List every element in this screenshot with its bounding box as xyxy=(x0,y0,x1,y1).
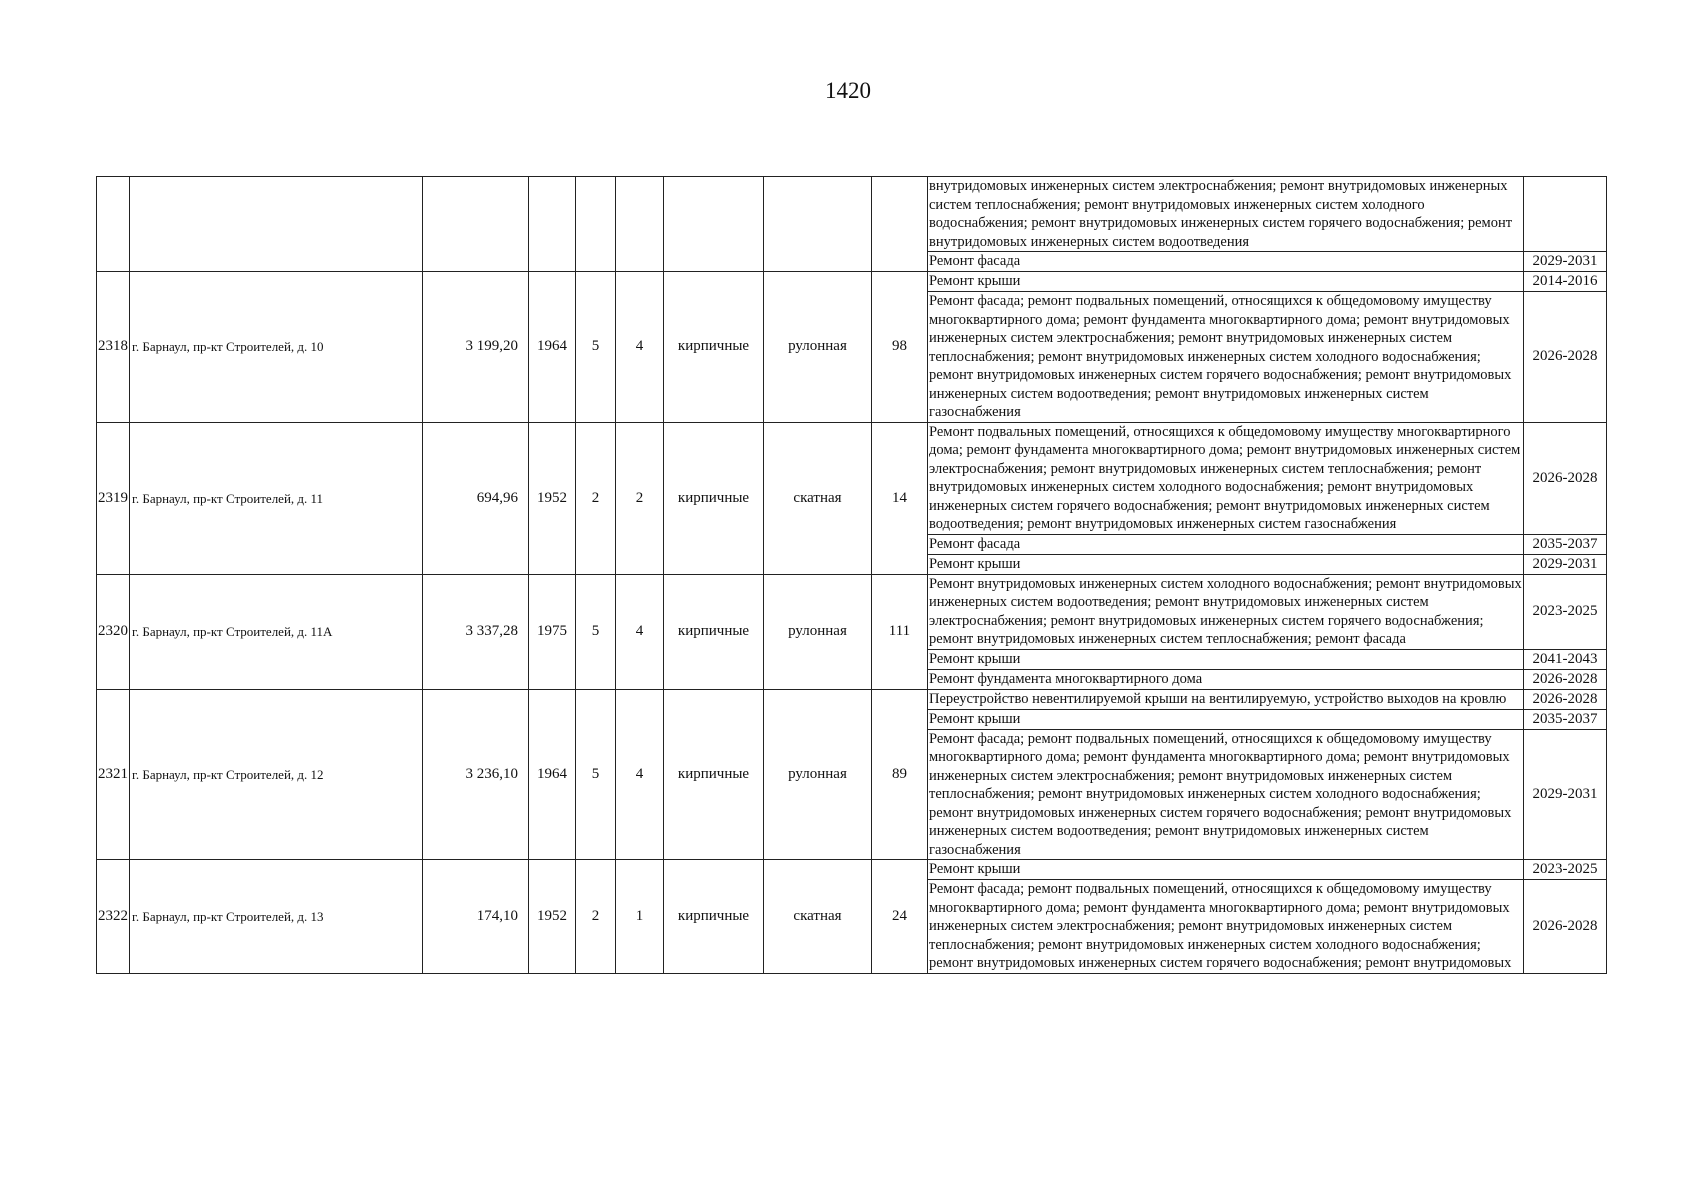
period-cell: 2026-2028 xyxy=(1524,669,1607,689)
works-cell: Ремонт фасада xyxy=(928,252,1524,272)
period-cell: 2029-2031 xyxy=(1524,252,1607,272)
continuation-area-cell xyxy=(423,177,529,272)
floors-cell: 5 xyxy=(576,574,616,689)
building-registry-table xyxy=(96,176,1607,974)
continuation-address-cell xyxy=(130,177,423,272)
row-number: 2320 xyxy=(97,574,130,689)
address-cell: г. Барнаул, пр-кт Строителей, д. 10 xyxy=(130,272,423,423)
area-cell: 3 236,10 xyxy=(423,689,529,860)
floors-cell: 2 xyxy=(576,860,616,974)
roof-type-cell: скатная xyxy=(764,860,872,974)
works-cell: Ремонт фасада; ремонт подвальных помещений, относящихся к общедомовому имуществу многоквартирного дома; ремонт фундамента многоквартирного дома; ремонт внутридомовых инженерных систем электроснабжения; ремонт внутридомовых инженерных систем теплоснабжения; ремонт внутридомовых инженерных систем холодного водоснабжения; ремонт внутридомовых инженерных систем горячего водоснабжения; ремонт внутридомовых xyxy=(928,880,1524,974)
continuation-residents-cell xyxy=(872,177,928,272)
table-row xyxy=(97,422,1607,534)
floors-cell: 2 xyxy=(576,422,616,574)
residents-cell: 14 xyxy=(872,422,928,574)
entrances-cell: 4 xyxy=(616,689,664,860)
works-cell: Ремонт фасада xyxy=(928,534,1524,554)
table-row xyxy=(97,272,1607,292)
works-cell: Ремонт подвальных помещений, относящихся к общедомовому имуществу многоквартирного дома; ремонт фундамента многоквартирного дома; ремонт внутридомовых инженерных систем электроснабжения; ремонт внутридомовых инженерных систем теплоснабжения; ремонт внутридомовых инженерных систем холодного водоснабжения; ремонт внутридомовых инженерных систем горячего водоснабжения; ремонт внутридомовых инженерных систем водоотведения; ремонт внутридомовых инженерных систем газоснабжения xyxy=(928,422,1524,534)
period-cell: 2035-2037 xyxy=(1524,709,1607,729)
continuation-year-cell xyxy=(529,177,576,272)
address-cell: г. Барнаул, пр-кт Строителей, д. 11 xyxy=(130,422,423,574)
year-cell: 1964 xyxy=(529,689,576,860)
year-cell: 1975 xyxy=(529,574,576,689)
area-cell: 3 199,20 xyxy=(423,272,529,423)
year-cell: 1952 xyxy=(529,422,576,574)
roof-type-cell: рулонная xyxy=(764,574,872,689)
period-cell: 2035-2037 xyxy=(1524,534,1607,554)
walls-material-cell: кирпичные xyxy=(664,272,764,423)
roof-type-cell: рулонная xyxy=(764,272,872,423)
period-cell: 2026-2028 xyxy=(1524,689,1607,709)
works-cell: Переустройство невентилируемой крыши на вентилируемую, устройство выходов на кровлю xyxy=(928,689,1524,709)
table-row xyxy=(97,689,1607,709)
works-cell: Ремонт крыши xyxy=(928,860,1524,880)
area-cell: 3 337,28 xyxy=(423,574,529,689)
roof-type-cell: скатная xyxy=(764,422,872,574)
works-cell: внутридомовых инженерных систем электроснабжения; ремонт внутридомовых инженерных систем теплоснабжения; ремонт внутридомовых инженерных систем холодного водоснабжения; ремонт внутридомовых инженерных систем горячего водоснабжения; ремонт внутридомовых инженерных систем водоотведения xyxy=(928,177,1524,252)
walls-material-cell: кирпичные xyxy=(664,574,764,689)
table-body xyxy=(97,177,1607,974)
entrances-cell: 2 xyxy=(616,422,664,574)
works-cell: Ремонт крыши xyxy=(928,272,1524,292)
walls-material-cell: кирпичные xyxy=(664,422,764,574)
period-cell: 2026-2028 xyxy=(1524,292,1607,423)
period-cell: 2041-2043 xyxy=(1524,649,1607,669)
year-cell: 1952 xyxy=(529,860,576,974)
works-cell: Ремонт крыши xyxy=(928,649,1524,669)
roof-type-cell: рулонная xyxy=(764,689,872,860)
works-cell: Ремонт внутридомовых инженерных систем холодного водоснабжения; ремонт внутридомовых инженерных систем водоотведения; ремонт внутридомовых инженерных систем электроснабжения; ремонт внутридомовых инженерных систем горячего водоснабжения; ремонт внутридомовых инженерных систем теплоснабжения; ремонт фасада xyxy=(929,575,1522,647)
year-cell: 1964 xyxy=(529,272,576,423)
address-cell: г. Барнаул, пр-кт Строителей, д. 13 xyxy=(130,860,423,974)
walls-material-cell: кирпичные xyxy=(664,860,764,974)
continuation-roof-type-cell xyxy=(764,177,872,272)
area-cell: 174,10 xyxy=(423,860,529,974)
period-cell: 2023-2025 xyxy=(1524,860,1607,880)
entrances-cell: 4 xyxy=(616,574,664,689)
period-cell xyxy=(1524,177,1607,252)
table-row xyxy=(97,177,1607,252)
period-cell: 2026-2028 xyxy=(1524,422,1607,534)
works-cell: Ремонт фундамента многоквартирного дома xyxy=(928,669,1524,689)
works-cell: Ремонт фасада; ремонт подвальных помещений, относящихся к общедомовому имуществу многоквартирного дома; ремонт фундамента многоквартирного дома; ремонт внутридомовых инженерных систем электроснабжения; ремонт внутридомовых инженерных систем теплоснабжения; ремонт внутридомовых инженерных систем холодного водоснабжения; ремонт внутридомовых инженерных систем горячего водоснабжения; ремонт внутридомовых инженерных систем водоотведения; ремонт внутридомовых инженерных систем газоснабжения xyxy=(928,729,1524,860)
period-cell: 2029-2031 xyxy=(1524,554,1607,574)
period-cell: 2029-2031 xyxy=(1524,729,1607,860)
table-row xyxy=(97,860,1607,880)
floors-cell: 5 xyxy=(576,272,616,423)
residents-cell: 111 xyxy=(872,574,928,689)
address-cell: г. Барнаул, пр-кт Строителей, д. 11А xyxy=(130,574,423,689)
continuation-entrances-cell xyxy=(616,177,664,272)
works-cell: Ремонт фасада; ремонт подвальных помещений, относящихся к общедомовому имуществу многоквартирного дома; ремонт фундамента многоквартирного дома; ремонт внутридомовых инженерных систем электроснабжения; ремонт внутридомовых инженерных систем теплоснабжения; ремонт внутридомовых инженерных систем холодного водоснабжения; ремонт внутридомовых инженерных систем горячего водоснабжения; ремонт внутридомовых инженерных систем водоотведения; ремонт внутридомовых инженерных систем газоснабжения xyxy=(928,292,1524,423)
address-cell: г. Барнаул, пр-кт Строителей, д. 12 xyxy=(130,689,423,860)
period-cell: 2023-2025 xyxy=(1524,574,1607,649)
row-number: 2318 xyxy=(97,272,130,423)
period-cell: 2014-2016 xyxy=(1524,272,1607,292)
walls-material-cell: кирпичные xyxy=(664,689,764,860)
works-cell: Ремонт крыши xyxy=(928,554,1524,574)
page-number: 1420 xyxy=(825,78,871,103)
entrances-cell: 1 xyxy=(616,860,664,974)
table-row xyxy=(97,574,1607,649)
continuation-walls-material-cell xyxy=(664,177,764,272)
continuation-row-number xyxy=(97,177,130,272)
continuation-floors-cell xyxy=(576,177,616,272)
residents-cell: 89 xyxy=(872,689,928,860)
floors-cell: 5 xyxy=(576,689,616,860)
row-number: 2319 xyxy=(97,422,130,574)
row-number: 2322 xyxy=(97,860,130,974)
residents-cell: 24 xyxy=(872,860,928,974)
row-number: 2321 xyxy=(97,689,130,860)
period-cell: 2026-2028 xyxy=(1524,880,1607,974)
area-cell: 694,96 xyxy=(423,422,529,574)
entrances-cell: 4 xyxy=(616,272,664,423)
works-cell: Ремонт крыши xyxy=(928,709,1524,729)
residents-cell: 98 xyxy=(872,272,928,423)
